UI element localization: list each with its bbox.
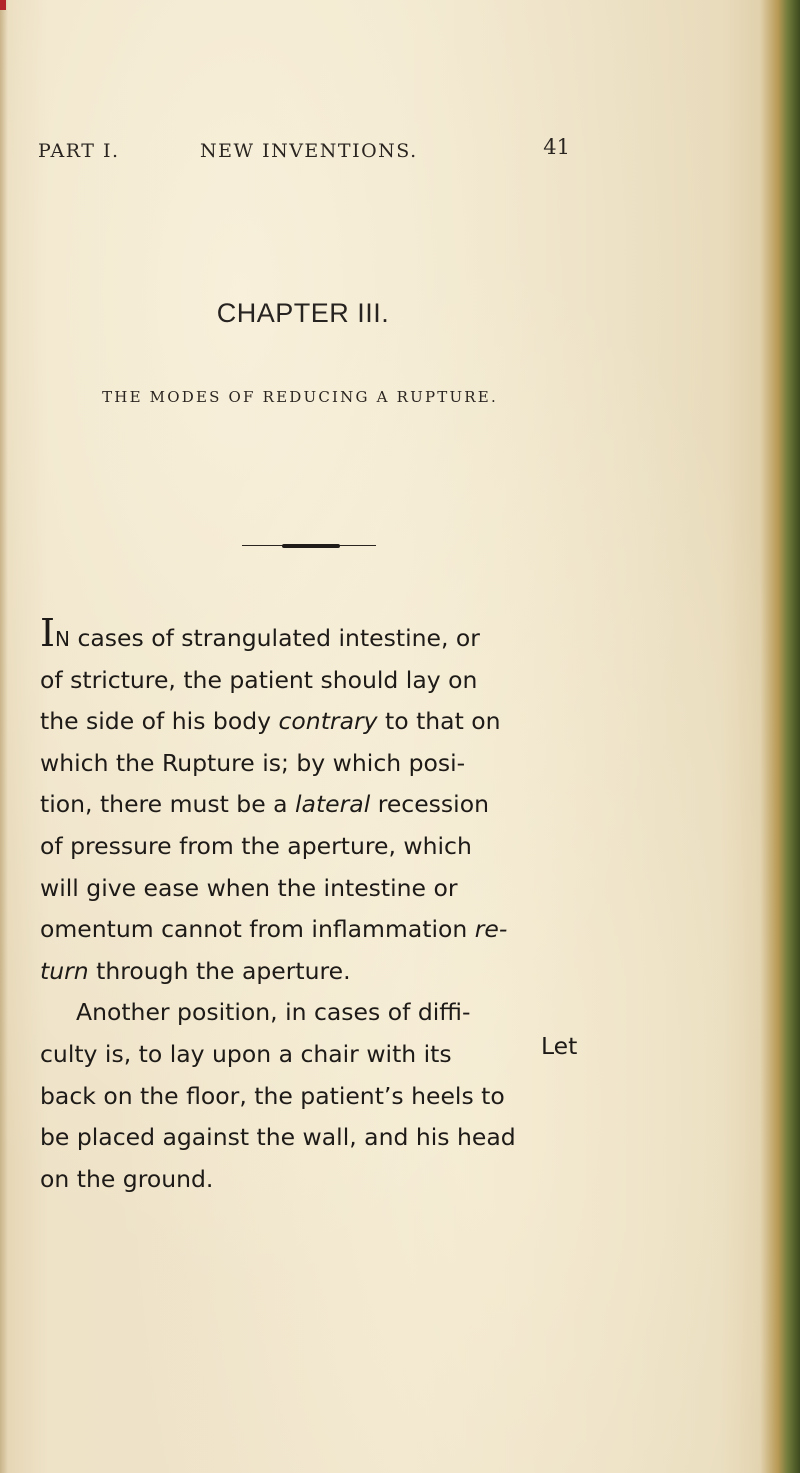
rule-ornament [282,544,340,548]
chapter-subtitle: THE MODES OF REDUCING A RUPTURE. [102,388,498,406]
small-cap: N [55,627,70,651]
italic-word: turn [40,956,89,985]
italic-word: re- [474,915,508,944]
text-segment: omentum cannot from inflammation [40,915,475,944]
page-gutter-shadow [0,0,8,1473]
running-head [38,135,570,170]
ornamental-rule [242,544,376,548]
running-head-title: NEW INVENTIONS. [200,140,418,162]
text-line-4: which the Rupture is; by which posi- [40,748,466,777]
text-line-12: back on the floor, the patient’s heels to [40,1081,505,1110]
text-line-5 [40,784,588,826]
italic-word: lateral [295,790,371,819]
text-segment: cases of strangulated intestine, or [69,624,480,652]
text-line-7: will give ease when the intestine or [40,873,458,902]
initial-letter: I [40,611,56,655]
text-segment: tion, there must be a [40,790,296,819]
text-segment: recession [370,790,489,819]
text-line-14: on the ground. [40,1164,214,1193]
text-line-1 [40,611,588,660]
text-line-3 [40,701,588,743]
running-head-part: PART I. [38,140,120,162]
italic-word: contrary [278,707,378,736]
text-line-9 [40,951,588,993]
text-line-8 [40,909,588,951]
catchword: Let [541,1032,578,1060]
text-line-11: culty is, to lay upon a chair with its [40,1039,452,1068]
corner-mark [0,0,6,10]
text-line-10: Another position, in cases of diffi- [76,998,471,1027]
text-segment: to that on [377,707,501,736]
page-number: 41 [543,135,570,159]
page-fore-edge [760,0,800,1473]
text-line-13: be placed against the wall, and his head [40,1123,516,1152]
chapter-title: CHAPTER III. [216,298,390,328]
text-line-2: of stricture, the patient should lay on [40,665,478,694]
text-segment: the side of his body [40,707,279,736]
body-text [40,611,588,1200]
text-line-6: of pressure from the aperture, which [40,831,472,860]
text-segment: through the aperture. [88,956,351,985]
